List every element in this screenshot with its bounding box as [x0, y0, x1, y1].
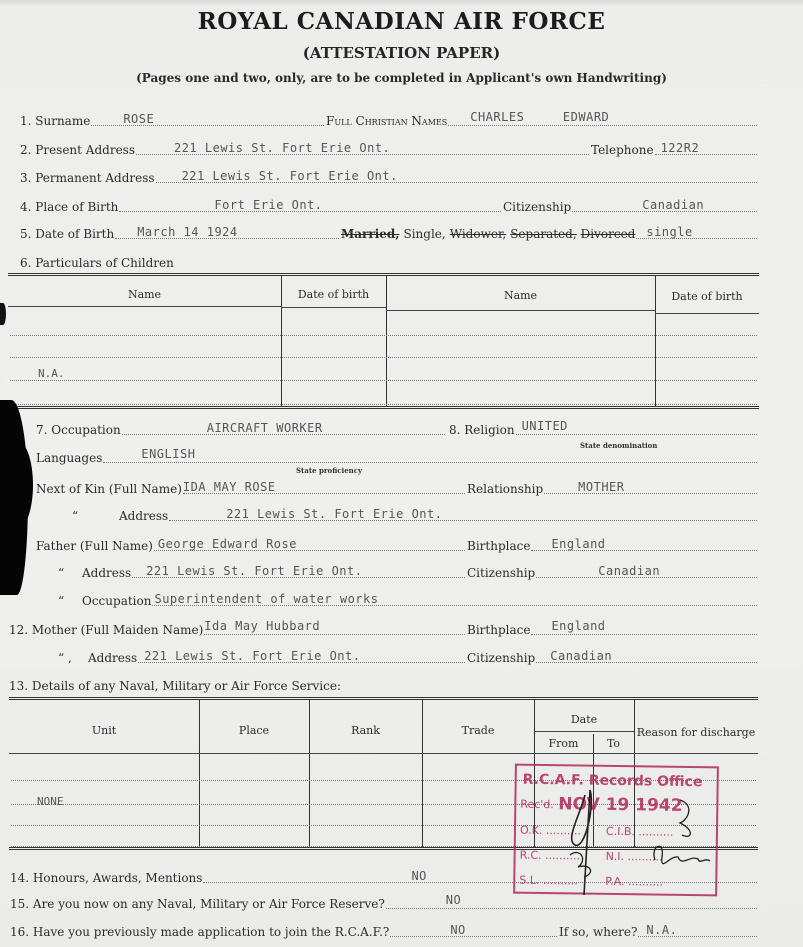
torn-edge-blot-2	[0, 440, 33, 530]
mother-address-field[interactable]	[138, 651, 465, 663]
surname-label: 1. Surname	[20, 114, 91, 128]
where-value: N.A.	[646, 923, 678, 937]
date-of-birth-field[interactable]	[115, 227, 339, 239]
form-instruction: (Pages one and two, only, are to be completed in Applicant's own Handwriting)	[136, 71, 667, 85]
citizenship-label: Citizenship	[503, 200, 572, 214]
service-row	[9, 675, 509, 693]
present-address-label: 2. Present Address	[20, 143, 135, 157]
children-header-name-1: Name	[127, 288, 162, 301]
kin-address-field[interactable]	[169, 509, 757, 521]
reserve-value: NO	[445, 893, 462, 907]
father-value: George Edward Rose	[157, 537, 297, 551]
mother-address-row	[58, 647, 466, 665]
mother-label: 12. Mother (Full Maiden Name)	[9, 623, 204, 637]
previous-application-value: NO	[450, 923, 466, 937]
honours-value: NO	[411, 869, 427, 883]
previous-application-row	[10, 921, 558, 939]
kin-ditto: “	[72, 509, 79, 523]
marital-status-value: single	[646, 225, 693, 239]
mother-address-value: 221 Lewis St. Fort Erie Ont.	[144, 649, 361, 663]
surname-value: ROSE	[123, 112, 155, 126]
children-row-2[interactable]	[10, 357, 757, 358]
option-separated: Separated,	[510, 227, 577, 241]
option-widower: Widower,	[449, 227, 507, 241]
stamp-pa: P.A. ..........	[605, 874, 664, 889]
father-occupation-value: Superintendent of water works	[154, 592, 379, 606]
languages-label: Languages	[36, 451, 103, 465]
date-of-birth-label: 5. Date of Birth	[20, 227, 115, 241]
mother-address-label: Address	[88, 651, 138, 665]
mother-ditto: “ ,	[58, 651, 72, 665]
father-row	[36, 535, 466, 553]
next-of-kin-row	[36, 478, 466, 496]
stamp-cib: C.I.B. ..........	[605, 824, 674, 839]
date-of-birth-row	[20, 223, 340, 241]
children-row-1[interactable]	[10, 335, 757, 336]
father-birthplace-row	[467, 535, 758, 553]
children-row	[20, 252, 320, 270]
children-row-3[interactable]	[10, 380, 757, 381]
next-of-kin-value: IDA MAY ROSE	[182, 480, 276, 494]
date-of-birth-value: March 14 1924	[137, 225, 238, 239]
stamp-title: R.C.A.F. Records Office	[522, 771, 703, 791]
honours-label: 14. Honours, Awards, Mentions	[10, 871, 203, 885]
handwritten-signature-icon	[560, 785, 720, 900]
christian-names-field[interactable]	[448, 110, 757, 126]
mother-birthplace-value: England	[551, 619, 606, 633]
previous-application-field[interactable]	[390, 925, 557, 937]
father-address-label: Address	[82, 566, 132, 580]
mother-birthplace-row	[467, 619, 758, 637]
mother-citizenship-value: Canadian	[550, 649, 613, 663]
service-header-from: From	[548, 737, 579, 750]
citizenship-field[interactable]	[572, 200, 757, 212]
option-single: Single,	[403, 227, 446, 241]
telephone-field[interactable]	[655, 143, 757, 155]
religion-label: 8. Religion	[449, 423, 515, 437]
mother-birthplace-label: Birthplace	[467, 623, 531, 637]
present-address-row	[20, 139, 590, 157]
christian-names-row	[326, 110, 758, 128]
languages-row	[36, 447, 758, 465]
next-of-kin-field[interactable]	[183, 482, 465, 494]
ink-blot-small	[0, 303, 6, 325]
next-of-kin-label: Next of Kin (Full Name)	[36, 482, 182, 496]
present-address-value: 221 Lewis St. Fort Erie Ont.	[173, 141, 391, 155]
children-cell-value: N.A.	[38, 367, 65, 380]
marital-status-row	[341, 223, 758, 241]
stamp-ni: N.I. ..........	[605, 849, 663, 864]
father-birthplace-field[interactable]	[531, 539, 757, 551]
relationship-value: MOTHER	[578, 480, 625, 494]
children-header-dob-1: Date of birth	[297, 288, 370, 301]
relationship-label: Relationship	[467, 482, 544, 496]
languages-field[interactable]	[103, 447, 757, 463]
children-header-dob-2: Date of birth	[671, 290, 743, 303]
mother-citizenship-label: Citizenship	[467, 651, 536, 665]
stamp-recd-label: Rec'd.	[520, 797, 554, 812]
form-subtitle: (ATTESTATION PAPER)	[302, 44, 501, 62]
children-label: 6. Particulars of Children	[20, 256, 174, 270]
father-citizenship-field[interactable]	[536, 566, 757, 578]
occupation-value: AIRCRAFT WORKER	[206, 421, 323, 435]
stamp-date: NOV 19 1942	[558, 794, 683, 816]
christian-names-value: CHARLES EDWARD	[470, 110, 610, 124]
languages-hint: State proficiency	[296, 466, 363, 475]
service-cell-value: NONE	[37, 795, 64, 808]
form-title: ROYAL CANADIAN AIR FORCE	[197, 8, 606, 35]
father-occupation-row	[58, 590, 758, 608]
service-header-to: To	[606, 737, 621, 750]
languages-value: ENGLISH	[141, 447, 196, 461]
father-citizenship-label: Citizenship	[467, 566, 536, 580]
father-citizenship-row	[467, 562, 758, 580]
place-of-birth-row	[20, 196, 502, 214]
telephone-label: Telephone	[591, 143, 654, 157]
children-row-4[interactable]	[10, 404, 757, 405]
father-ditto: “	[58, 566, 65, 580]
place-of-birth-field[interactable]	[119, 200, 501, 212]
telephone-value: 122R2	[660, 141, 700, 155]
surname-row	[20, 110, 325, 128]
stamp-rc: R.C. ..........	[519, 848, 581, 863]
citizenship-value: Canadian	[642, 198, 705, 212]
children-header-name-2: Name	[503, 289, 538, 302]
mother-citizenship-field[interactable]	[536, 651, 757, 663]
father-citizenship-value: Canadian	[598, 564, 661, 578]
kin-address-row	[72, 505, 758, 523]
occupation-label: 7. Occupation	[36, 423, 121, 437]
permanent-address-field[interactable]	[156, 171, 757, 183]
permanent-address-label: 3. Permanent Address	[20, 171, 155, 185]
citizenship-row	[503, 196, 758, 214]
surname-field[interactable]	[91, 114, 324, 126]
reserve-label: 15. Are you now on any Naval, Military or Air Force Reserve?	[10, 897, 385, 911]
christian-names-label: Full Christian Names	[326, 114, 448, 128]
religion-hint: State denomination	[580, 441, 658, 450]
service-header-date: Date	[570, 713, 598, 726]
kin-address-label: Address	[119, 509, 169, 523]
mother-field[interactable]	[204, 619, 465, 635]
father-address-row	[58, 562, 466, 580]
occupation-field[interactable]	[122, 423, 445, 435]
mother-citizenship-row	[467, 647, 758, 665]
father-occupation-label: Occupation	[82, 594, 152, 608]
relationship-row	[467, 478, 758, 496]
where-field[interactable]	[638, 925, 757, 937]
where-label: If so, where?	[559, 925, 638, 939]
father-occupation-ditto: “	[58, 594, 65, 608]
children-table	[8, 273, 759, 409]
father-label: Father (Full Name)	[36, 539, 153, 553]
previous-application-label: 16. Have you previously made application to join the R.C.A.F.?	[10, 925, 390, 939]
option-married: Married,	[341, 227, 400, 241]
place-of-birth-value: Fort Erie Ont.	[214, 198, 323, 212]
permanent-address-row	[20, 167, 758, 185]
father-field[interactable]	[154, 539, 465, 551]
father-occupation-field[interactable]	[152, 594, 757, 606]
service-header-place: Place	[238, 724, 270, 737]
religion-value: UNITED	[521, 419, 568, 433]
father-address-value: 221 Lewis St. Fort Erie Ont.	[146, 564, 363, 578]
mother-birthplace-field[interactable]	[531, 619, 757, 635]
religion-field[interactable]	[516, 419, 757, 435]
service-header-trade: Trade	[461, 724, 495, 737]
kin-address-value: 221 Lewis St. Fort Erie Ont.	[226, 507, 443, 521]
stamp-ok: O.K. ..........	[519, 823, 581, 838]
relationship-field[interactable]	[544, 482, 757, 494]
present-address-field[interactable]	[136, 143, 589, 155]
place-of-birth-label: 4. Place of Birth	[20, 200, 119, 214]
stamp-sl: S.L. ..........	[519, 873, 578, 888]
marital-status-field[interactable]	[636, 227, 757, 239]
mother-row	[9, 619, 466, 637]
father-birthplace-label: Birthplace	[467, 539, 531, 553]
service-header-rank: Rank	[351, 724, 380, 737]
service-label: 13. Details of any Naval, Military or Air Force Service:	[9, 679, 342, 693]
father-address-field[interactable]	[132, 566, 465, 578]
telephone-row	[591, 139, 758, 157]
father-birthplace-value: England	[551, 537, 606, 551]
religion-row	[449, 419, 758, 437]
mother-value: Ida May Hubbard	[204, 619, 321, 633]
permanent-address-value: 221 Lewis St. Fort Erie Ont.	[181, 169, 398, 183]
service-header-reason: Reason for discharge	[636, 726, 756, 739]
where-row	[559, 921, 758, 939]
option-divorced: Divorced	[580, 227, 636, 241]
occupation-row	[36, 419, 446, 437]
service-header-unit: Unit	[91, 724, 117, 737]
